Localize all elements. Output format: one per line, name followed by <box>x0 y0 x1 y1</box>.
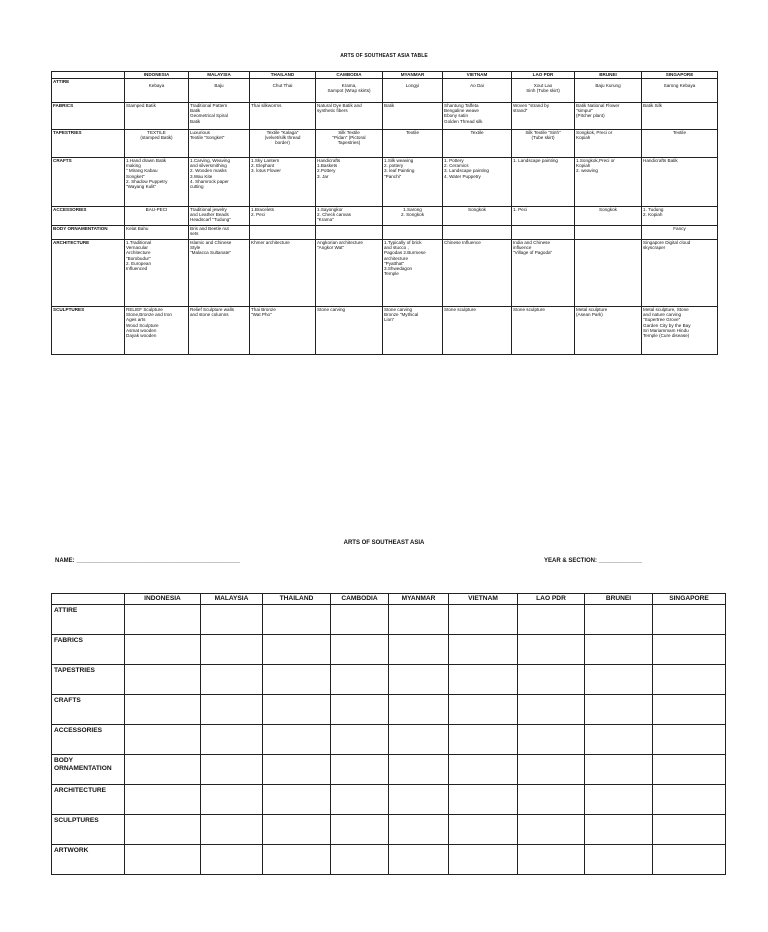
answer-cell[interactable] <box>389 815 449 845</box>
answer-cell[interactable] <box>585 815 653 845</box>
table-row <box>52 815 726 845</box>
row-header: FABRICS <box>52 103 125 130</box>
table-cell: Shantung Taffeta Bengaline weave Ebony satin Golden Thread silk <box>443 103 512 130</box>
answer-cell[interactable] <box>389 695 449 725</box>
table-row <box>52 79 718 103</box>
row-header: CRAFTS <box>52 158 125 207</box>
answer-cell[interactable] <box>518 665 585 695</box>
table-cell <box>575 240 642 307</box>
answer-cell[interactable] <box>331 695 389 725</box>
row-header: ATTIRE <box>52 79 125 103</box>
answer-cell[interactable] <box>331 725 389 755</box>
answer-cell[interactable] <box>585 755 653 785</box>
answer-cell[interactable] <box>585 695 653 725</box>
column-header: THAILAND <box>263 594 331 605</box>
answer-cell[interactable] <box>263 845 331 875</box>
table-cell: Bris and Beetle nut sets <box>189 226 250 240</box>
answer-cell[interactable] <box>125 665 201 695</box>
table-cell: 1.Bracelets 2. Peci <box>250 207 316 226</box>
answer-cell[interactable] <box>585 665 653 695</box>
row-header: ARCHITECTURE <box>52 240 125 307</box>
answer-cell[interactable] <box>331 635 389 665</box>
answer-cell[interactable] <box>449 815 518 845</box>
answer-cell[interactable] <box>518 695 585 725</box>
answer-cell[interactable] <box>518 755 585 785</box>
table-cell: 1.Sayongkor 2. Check canvas "Krama" <box>316 207 383 226</box>
answer-cell[interactable] <box>653 725 726 755</box>
answer-cell[interactable] <box>331 755 389 785</box>
table-cell: Traditional jewelry and Leather Beads Headscarf "Tudung" <box>189 207 250 226</box>
row-header: ARCHITECTURE <box>52 785 125 815</box>
answer-cell[interactable] <box>263 725 331 755</box>
column-header: THAILAND <box>250 72 316 79</box>
table-cell: Textile <box>443 130 512 158</box>
table-row <box>52 130 718 158</box>
table-cell: Stone sculpture <box>443 307 512 355</box>
table-row <box>52 785 726 815</box>
table-cell: Metal sculpture, Stone and nature carving "Supertree Grove" Garden City by the Bay Sri Mariammam Hindu Temple (Cure disease) <box>642 307 718 355</box>
table-cell: Khmer architecture <box>250 240 316 307</box>
column-header: SINGAPORE <box>653 594 726 605</box>
answer-cell[interactable] <box>331 845 389 875</box>
answer-cell[interactable] <box>389 665 449 695</box>
row-header: ACCESSORIES <box>52 725 125 755</box>
answer-cell[interactable] <box>125 695 201 725</box>
table-cell: Thai silkworms <box>250 103 316 130</box>
answer-cell[interactable] <box>653 605 726 635</box>
worksheet-title: ARTS OF SOUTHEAST ASIA <box>343 540 425 546</box>
table-cell: Xout Lao Sinh (Tube skirt) <box>512 79 575 103</box>
row-header: FABRICS <box>52 635 125 665</box>
answer-cell[interactable] <box>125 755 201 785</box>
answer-cell[interactable] <box>449 725 518 755</box>
column-header: SINGAPORE <box>642 72 718 79</box>
table-cell: Batik <box>383 103 443 130</box>
reference-table <box>51 71 718 355</box>
row-header: SCULPTURES <box>52 815 125 845</box>
table-cell: India and Chinese influence "Village of Pagoda" <box>512 240 575 307</box>
table-cell: 1.Sarong 2. Songkok <box>383 207 443 226</box>
answer-cell[interactable] <box>653 635 726 665</box>
table-cell: Longyi <box>383 79 443 103</box>
table-cell: 1.Hand drawn Batik making " Mirang Kabau Songket" 2. Shadow Puppetry "Wayang Kulit" <box>125 158 189 207</box>
table-row <box>52 725 726 755</box>
row-header: BODY ORNAMENTATION <box>52 226 125 240</box>
table-cell: Songkok <box>575 207 642 226</box>
table-cell: RELIEF Sculpture Stone,Bronze and Iron Ages arts Wood Sculpture Asmat wooden Dayak wooden <box>125 307 189 355</box>
table-row <box>52 635 726 665</box>
answer-cell[interactable] <box>263 785 331 815</box>
answer-cell[interactable] <box>125 635 201 665</box>
table-cell: Metal sculpture (Asean Park) <box>575 307 642 355</box>
table-cell: 1.Songkok,Preci or Kopiah 2. weaving <box>575 158 642 207</box>
answer-cell[interactable] <box>263 815 331 845</box>
answer-cell[interactable] <box>518 635 585 665</box>
table-cell: Kelat Bahu <box>125 226 189 240</box>
row-header: TAPESTRIES <box>52 665 125 695</box>
table-cell: Sarong Kebaya <box>642 79 718 103</box>
answer-cell[interactable] <box>653 815 726 845</box>
answer-cell[interactable] <box>389 845 449 875</box>
table-row <box>52 240 718 307</box>
answer-cell[interactable] <box>125 725 201 755</box>
column-header: MYANMAR <box>389 594 449 605</box>
column-header: MYANMAR <box>383 72 443 79</box>
answer-cell[interactable] <box>263 605 331 635</box>
table-cell: 1. Peci <box>512 207 575 226</box>
column-header: BRUNEI <box>585 594 653 605</box>
answer-cell[interactable] <box>518 725 585 755</box>
answer-cell[interactable] <box>653 845 726 875</box>
header-corner-cell <box>52 594 125 605</box>
worksheet-table <box>51 593 726 875</box>
answer-cell[interactable] <box>389 725 449 755</box>
table-cell: Stone carving <box>316 307 383 355</box>
table-cell <box>443 226 512 240</box>
table-row <box>52 103 718 130</box>
column-header: LAO PDR <box>518 594 585 605</box>
answer-cell[interactable] <box>585 635 653 665</box>
table-cell: Chut Thai <box>250 79 316 103</box>
table-row <box>52 226 718 240</box>
column-header: CAMBODIA <box>331 594 389 605</box>
answer-cell[interactable] <box>449 695 518 725</box>
answer-cell[interactable] <box>449 785 518 815</box>
table-cell: Handicrafts 1.Baskets 2.Pottery 3. Jar <box>316 158 383 207</box>
table-cell: Textile <box>383 130 443 158</box>
answer-cell[interactable] <box>263 635 331 665</box>
column-header: BRUNEI <box>575 72 642 79</box>
table-cell <box>316 226 383 240</box>
answer-cell[interactable] <box>331 785 389 815</box>
table-cell: Songkok, Preci or Kopiah <box>575 130 642 158</box>
table-cell: Traditional Pattern Batik Geometrical Spiral Batik <box>189 103 250 130</box>
table-cell: 1.Sky Lantern 2. Elephant 3. lotus Flower <box>250 158 316 207</box>
answer-cell[interactable] <box>518 815 585 845</box>
answer-cell[interactable] <box>201 635 263 665</box>
name-field-label[interactable]: NAME: _________________________________________________ <box>55 558 240 564</box>
table-cell: Angkorian architecture "Angkor Wat" <box>316 240 383 307</box>
table-cell: Stone sculpture <box>512 307 575 355</box>
answer-cell[interactable] <box>585 605 653 635</box>
answer-cell[interactable] <box>331 665 389 695</box>
answer-cell[interactable] <box>389 785 449 815</box>
answer-cell[interactable] <box>263 665 331 695</box>
answer-cell[interactable] <box>125 815 201 845</box>
answer-cell[interactable] <box>201 605 263 635</box>
answer-cell[interactable] <box>331 605 389 635</box>
answer-cell[interactable] <box>201 815 263 845</box>
table-cell: Stamped Batik <box>125 103 189 130</box>
table-cell: Textile "Kalaga" (velvet/silk thread border) <box>250 130 316 158</box>
table-cell: Handicrafts Batik <box>642 158 718 207</box>
answer-cell[interactable] <box>653 785 726 815</box>
answer-cell[interactable] <box>389 635 449 665</box>
reference-table-title: ARTS OF SOUTHEAST ASIA TABLE <box>340 53 428 59</box>
answer-cell[interactable] <box>331 815 389 845</box>
table-cell: 1.Silk weaving 2. pottery 3. leaf Painting "Panchi" <box>383 158 443 207</box>
table-cell: Singapore Digital cloud skyscraper <box>642 240 718 307</box>
answer-cell[interactable] <box>125 785 201 815</box>
answer-cell[interactable] <box>449 665 518 695</box>
table-cell: Batik Silk <box>642 103 718 130</box>
answer-cell[interactable] <box>653 695 726 725</box>
table-row <box>52 158 718 207</box>
answer-cell[interactable] <box>585 845 653 875</box>
answer-cell[interactable] <box>449 755 518 785</box>
table-cell: TEXTILE (stamped Batik) <box>125 130 189 158</box>
table-cell: 1.Traditional Vernacular Architecture "Borobudur" 2. European Influenced <box>125 240 189 307</box>
answer-cell[interactable] <box>125 605 201 635</box>
column-header: MALAYSIA <box>201 594 263 605</box>
answer-cell[interactable] <box>585 785 653 815</box>
table-row <box>52 605 726 635</box>
answer-cell[interactable] <box>201 755 263 785</box>
answer-cell[interactable] <box>389 755 449 785</box>
header-corner-cell <box>52 72 125 79</box>
answer-cell[interactable] <box>389 605 449 635</box>
table-cell: Songkok <box>443 207 512 226</box>
column-header: INDONESIA <box>125 72 189 79</box>
table-cell: BAU-PECI <box>125 207 189 226</box>
answer-cell[interactable] <box>201 785 263 815</box>
answer-cell[interactable] <box>449 605 518 635</box>
table-cell: Silk Textile "Sinh" (Tube skirt) <box>512 130 575 158</box>
row-header: ACCESSORIES <box>52 207 125 226</box>
table-cell: 1.Typically of brick and stucco , Pagodas 2.Burmese architecture "Pyatthat" 3.Shwedagon Temple <box>383 240 443 307</box>
table-cell: Kebaya <box>125 79 189 103</box>
answer-cell[interactable] <box>201 725 263 755</box>
answer-cell[interactable] <box>518 845 585 875</box>
answer-cell[interactable] <box>518 605 585 635</box>
table-cell: Textile <box>642 130 718 158</box>
row-header: ATTIRE <box>52 605 125 635</box>
row-header: CRAFTS <box>52 695 125 725</box>
table-row <box>52 307 718 355</box>
answer-cell[interactable] <box>201 665 263 695</box>
answer-cell[interactable] <box>518 785 585 815</box>
table-cell: Woven "strand by strand" <box>512 103 575 130</box>
worksheet-table-header <box>52 594 726 605</box>
column-header: VIETNAM <box>443 72 512 79</box>
table-cell: 1.Carving, Weaving and silversmithing 2. Wooden masks 3.Wau Kite 4. Shamrock paper cutting <box>189 158 250 207</box>
table-cell: Thai Bronze "Wat Pho" <box>250 307 316 355</box>
table-cell <box>512 226 575 240</box>
answer-cell[interactable] <box>201 695 263 725</box>
row-header: BODY ORNAMENTATION <box>52 755 125 785</box>
table-cell <box>383 226 443 240</box>
answer-cell[interactable] <box>585 725 653 755</box>
table-cell: Luxurious Textile "Songket" <box>189 130 250 158</box>
column-header: LAO PDR <box>512 72 575 79</box>
answer-cell[interactable] <box>263 695 331 725</box>
table-cell <box>575 226 642 240</box>
table-cell: Natural Dye Batik and synthetic fibers <box>316 103 383 130</box>
table-cell <box>250 226 316 240</box>
answer-cell[interactable] <box>449 845 518 875</box>
row-header: TAPESTRIES <box>52 130 125 158</box>
table-cell: Ao Dai <box>443 79 512 103</box>
reference-table-header <box>52 72 718 79</box>
table-row <box>52 207 718 226</box>
table-cell: Batik National Flower "simpur" (Pitcher plant) <box>575 103 642 130</box>
column-header: INDONESIA <box>125 594 201 605</box>
table-row <box>52 695 726 725</box>
column-header: MALAYSIA <box>189 72 250 79</box>
table-cell: 1. Landscape painting <box>512 158 575 207</box>
table-row <box>52 845 726 875</box>
table-cell: Silk Textile "Pidan" (Pictoral Tapestries) <box>316 130 383 158</box>
table-row <box>52 755 726 785</box>
table-cell: Relief Sculpture walls and stone columns <box>189 307 250 355</box>
answer-cell[interactable] <box>263 755 331 785</box>
year-section-field-label[interactable]: YEAR & SECTION: _____________ <box>544 558 643 564</box>
table-cell: 1. Tudung 2. Kopiah <box>642 207 718 226</box>
table-cell: Baju <box>189 79 250 103</box>
table-cell: Stone carving Bronze "Mythical Lion" <box>383 307 443 355</box>
table-cell: Fancy <box>642 226 718 240</box>
row-header: SCULPTURES <box>52 307 125 355</box>
row-header: ARTWORK <box>52 845 125 875</box>
table-cell: Krama, Sampot (Wrap skirts) <box>316 79 383 103</box>
column-header: VIETNAM <box>449 594 518 605</box>
table-cell: Islamic and Chinese Style "Malacca Sultanate" <box>189 240 250 307</box>
answer-cell[interactable] <box>125 845 201 875</box>
table-row <box>52 665 726 695</box>
answer-cell[interactable] <box>449 635 518 665</box>
answer-cell[interactable] <box>201 845 263 875</box>
table-cell: 1. Pottery 2. Ceramics 3. Landscape painting 4. Water Puppetry <box>443 158 512 207</box>
answer-cell[interactable] <box>653 755 726 785</box>
answer-cell[interactable] <box>653 665 726 695</box>
column-header: CAMBODIA <box>316 72 383 79</box>
table-cell: Baju Kurung <box>575 79 642 103</box>
table-cell: Chinese Influence <box>443 240 512 307</box>
